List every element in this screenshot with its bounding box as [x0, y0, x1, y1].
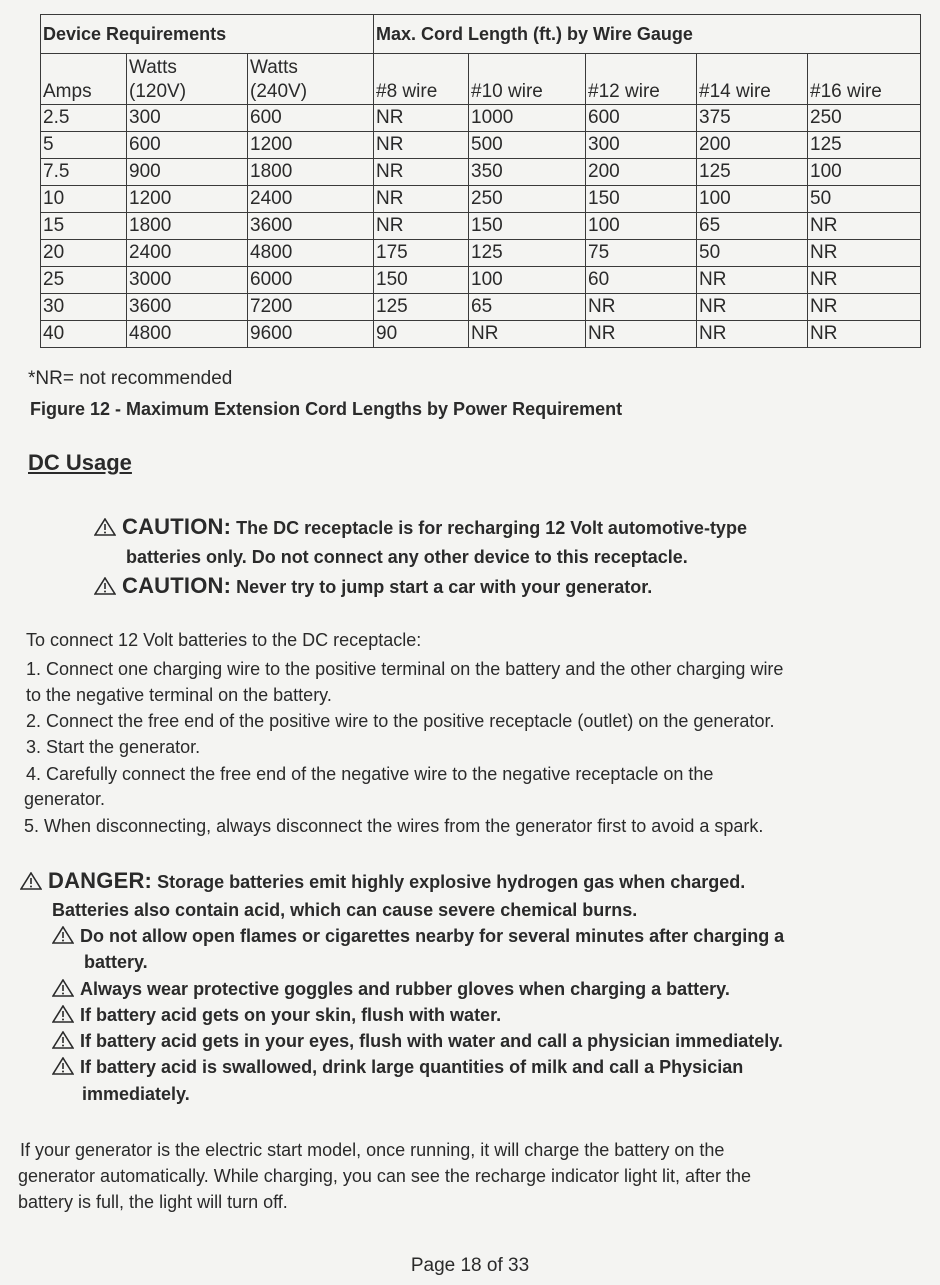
danger-item-1-line-2: battery. — [84, 952, 148, 972]
cord-length-header: Max. Cord Length (ft.) by Wire Gauge — [374, 15, 921, 54]
danger-item-text: Do not allow open flames or cigarettes nearby for several minutes after charging a — [80, 926, 785, 946]
table-cell: 4800 — [127, 321, 248, 348]
table-cell: 3600 — [248, 213, 374, 240]
watts-240v-header: Watts (240V) — [250, 57, 308, 102]
table-cell: 200 — [586, 159, 697, 186]
table-row — [41, 240, 921, 267]
table-cell: NR — [586, 321, 697, 348]
table-cell: 100 — [697, 186, 808, 213]
table-cell: 50 — [697, 240, 808, 267]
table-row — [41, 321, 921, 348]
caution-text: Never try to jump start a car with your generator. — [236, 577, 653, 597]
table-cell: 1800 — [127, 213, 248, 240]
table-row — [41, 267, 921, 294]
table-column-header-row — [41, 54, 921, 105]
danger-item-text: If battery acid gets on your skin, flush with water. — [80, 1005, 502, 1025]
table-cell: NR — [808, 213, 921, 240]
step-1-line-2: to the negative terminal on the battery. — [26, 685, 332, 705]
table-cell: 30 — [41, 294, 127, 321]
table-cell: NR — [808, 240, 921, 267]
warning-triangle-icon — [20, 872, 42, 890]
table-cell: 200 — [697, 132, 808, 159]
wire-12-header: #12 wire — [586, 54, 697, 105]
table-cell: NR — [469, 321, 586, 348]
table-cell: NR — [374, 105, 469, 132]
table-cell: 15 — [41, 213, 127, 240]
warning-triangle-icon — [94, 518, 116, 536]
danger-label: DANGER: — [48, 868, 153, 893]
amps-header: Amps — [41, 54, 127, 105]
danger-item-1-line-1 — [52, 926, 784, 947]
table-row — [41, 132, 921, 159]
wire-8-header: #8 wire — [374, 54, 469, 105]
danger-text: Storage batteries emit highly explosive hydrogen gas when charged. — [157, 872, 746, 892]
danger-line-2: Batteries also contain acid, which can cause severe chemical burns. — [52, 900, 638, 920]
table-cell: 350 — [469, 159, 586, 186]
wire-16-header: #16 wire — [808, 54, 921, 105]
table-cell: 20 — [41, 240, 127, 267]
watts-120v-header: Watts (120V) — [129, 57, 187, 102]
table-cell: 25 — [41, 267, 127, 294]
warning-triangle-icon — [52, 926, 74, 944]
warning-triangle-icon — [52, 1057, 74, 1075]
caution-label: CAUTION: — [122, 573, 232, 598]
danger-item-text: If battery acid gets in your eyes, flush with water and call a physician immediately. — [80, 1031, 783, 1051]
extension-cord-table — [40, 14, 921, 348]
table-cell: 600 — [127, 132, 248, 159]
step-2: 2. Connect the free end of the positive wire to the positive receptacle (outlet) on the generator. — [26, 711, 775, 731]
table-cell: 1200 — [127, 186, 248, 213]
danger-item-2 — [52, 979, 730, 1000]
table-cell: NR — [697, 267, 808, 294]
danger-item-4 — [52, 1031, 783, 1052]
table-cell: NR — [374, 213, 469, 240]
section-heading: DC Usage — [28, 450, 132, 475]
table-cell: 125 — [697, 159, 808, 186]
table-cell: 250 — [808, 105, 921, 132]
table-cell: NR — [808, 294, 921, 321]
table-cell: 150 — [586, 186, 697, 213]
table-row — [41, 105, 921, 132]
closing-line-2: generator automatically. While charging, you can see the recharge indicator light lit, after the — [18, 1166, 752, 1186]
table-cell: 4800 — [248, 240, 374, 267]
table-row — [41, 213, 921, 240]
table-cell: 1200 — [248, 132, 374, 159]
table-cell: 250 — [469, 186, 586, 213]
table-cell: 90 — [374, 321, 469, 348]
table-cell: 65 — [697, 213, 808, 240]
table-cell: 175 — [374, 240, 469, 267]
table-cell: 125 — [808, 132, 921, 159]
table-cell: 50 — [808, 186, 921, 213]
table-cell: 600 — [586, 105, 697, 132]
table-cell: 5 — [41, 132, 127, 159]
closing-line-1: If your generator is the electric start model, once running, it will charge the battery on the — [20, 1140, 725, 1160]
wire-10-header: #10 wire — [469, 54, 586, 105]
table-cell: 65 — [469, 294, 586, 321]
table-cell: 600 — [248, 105, 374, 132]
table-cell: 75 — [586, 240, 697, 267]
table-cell: 500 — [469, 132, 586, 159]
table-row — [41, 186, 921, 213]
table-group-header-row — [41, 15, 921, 54]
table-cell: NR — [697, 321, 808, 348]
table-row — [41, 159, 921, 186]
table-cell: 1000 — [469, 105, 586, 132]
caution-text: The DC receptacle is for recharging 12 Volt automotive-type — [236, 518, 747, 538]
caution-2-line — [94, 573, 652, 599]
step-5: 5. When disconnecting, always disconnect the wires from the generator first to avoid a spark. — [24, 816, 764, 836]
device-requirements-header: Device Requirements — [41, 15, 374, 54]
table-cell: NR — [374, 186, 469, 213]
table-cell: 100 — [808, 159, 921, 186]
table-cell: 2.5 — [41, 105, 127, 132]
warning-triangle-icon — [52, 1005, 74, 1023]
table-cell: 7.5 — [41, 159, 127, 186]
step-1-line-1: 1. Connect one charging wire to the positive terminal on the battery and the other charging wire — [26, 659, 784, 679]
table-cell: 900 — [127, 159, 248, 186]
table-cell: 100 — [469, 267, 586, 294]
danger-item-5-line-1 — [52, 1057, 743, 1078]
warning-triangle-icon — [94, 577, 116, 595]
table-cell: 2400 — [248, 186, 374, 213]
table-cell: 3600 — [127, 294, 248, 321]
danger-item-5-line-2: immediately. — [82, 1084, 190, 1104]
table-cell: NR — [586, 294, 697, 321]
danger-item-text: If battery acid is swallowed, drink large quantities of milk and call a Physician — [80, 1057, 744, 1077]
warning-triangle-icon — [52, 979, 74, 997]
caution-1-line-2: batteries only. Do not connect any other device to this receptacle. — [126, 547, 688, 567]
table-cell: 375 — [697, 105, 808, 132]
table-cell: 150 — [469, 213, 586, 240]
danger-line-1 — [20, 868, 745, 894]
table-cell: NR — [374, 159, 469, 186]
table-cell: 300 — [127, 105, 248, 132]
table-cell: 125 — [374, 294, 469, 321]
caution-label: CAUTION: — [122, 514, 232, 539]
table-cell: 100 — [586, 213, 697, 240]
table-cell: 3000 — [127, 267, 248, 294]
table-cell: NR — [808, 267, 921, 294]
table-cell: 7200 — [248, 294, 374, 321]
table-cell: 125 — [469, 240, 586, 267]
danger-item-3 — [52, 1005, 501, 1026]
step-4-line-2: generator. — [24, 789, 106, 809]
table-cell: 9600 — [248, 321, 374, 348]
step-4-line-1: 4. Carefully connect the free end of the negative wire to the negative receptacle on the — [26, 764, 714, 784]
caution-1-line-1 — [94, 514, 747, 540]
table-cell: 1800 — [248, 159, 374, 186]
table-cell: 10 — [41, 186, 127, 213]
page-number: Page 18 of 33 — [410, 1255, 530, 1276]
table-footnote: *NR= not recommended — [28, 368, 233, 389]
table-cell: NR — [697, 294, 808, 321]
table-cell: 2400 — [127, 240, 248, 267]
table-cell: 300 — [586, 132, 697, 159]
table-cell: NR — [808, 321, 921, 348]
figure-caption: Figure 12 - Maximum Extension Cord Lengths by Power Requirement — [30, 399, 623, 419]
table-cell: 40 — [41, 321, 127, 348]
table-cell: 150 — [374, 267, 469, 294]
table-cell: 6000 — [248, 267, 374, 294]
table-row — [41, 294, 921, 321]
closing-line-3: battery is full, the light will turn off. — [18, 1192, 288, 1212]
warning-triangle-icon — [52, 1031, 74, 1049]
instructions-intro: To connect 12 Volt batteries to the DC receptacle: — [26, 630, 422, 650]
wire-14-header: #14 wire — [697, 54, 808, 105]
table-cell: NR — [374, 132, 469, 159]
danger-item-text: Always wear protective goggles and rubber gloves when charging a battery. — [80, 979, 730, 999]
step-3: 3. Start the generator. — [26, 737, 201, 757]
table-cell: 60 — [586, 267, 697, 294]
